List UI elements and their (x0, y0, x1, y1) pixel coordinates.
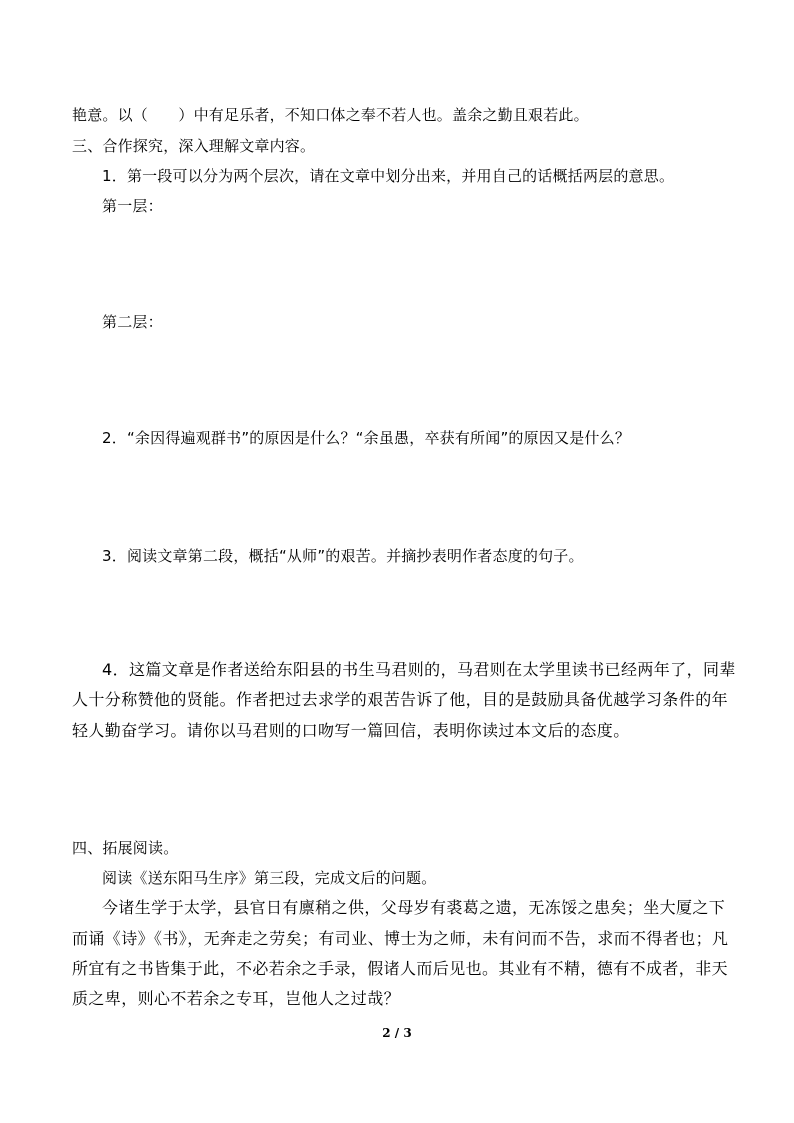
passage-line-3: 所宜有之书皆集于此，不必若余之手录，假诸人而后见也。其业有不精，德有不成者，非天 (72, 959, 729, 978)
layer-1-label: 第一层： (102, 197, 163, 215)
question-4-line-3: 轻人勤奋学习。请你以马君则的口吻写一篇回信，表明你读过本文后的态度。 (72, 721, 630, 740)
question-4-line-1: 4．这篇文章是作者送给东阳县的书生马君则的，马君则在太学里读书已经两年了，同辈 (102, 660, 736, 679)
question-4-line-2: 人十分称赞他的贤能。作者把过去求学的艰苦告诉了他，目的是鼓励具备优越学习条件的年 (72, 690, 729, 709)
question-1: 1．第一段可以分为两个层次，请在文章中划分出来，并用自己的话概括两层的意思。 (102, 167, 675, 185)
passage-line-1: 今诸生学于太学，县官日有廪稍之供，父母岁有裘葛之遗，无冻馁之患矣；坐大厦之下 (102, 898, 726, 917)
layer-2-label: 第二层： (102, 313, 163, 331)
page-number: 2 / 3 (382, 1026, 412, 1040)
text-line-continuation: 艳意。以（ ）中有足乐者，不知口体之奉不若人也。盖余之勤且艰若此。 (72, 106, 589, 124)
section-heading-3: 三、合作探究，深入理解文章内容。 (72, 137, 316, 155)
passage-line-4: 质之卑，则心不若余之专耳，岂他人之过哉？ (72, 989, 401, 1008)
reading-instruction: 阅读《送东阳马生序》第三段，完成文后的问题。 (102, 869, 437, 887)
question-2: 2．“余因得遍观群书”的原因是什么？“余虽愚，卒获有所闻”的原因又是什么？ (102, 429, 631, 447)
passage-line-2: 而诵《诗》《书》，无奔走之劳矣；有司业、博士为之师，未有问而不告，求而不得者也；凡 (72, 929, 729, 948)
question-3: 3．阅读文章第二段，概括“从师”的艰苦。并摘抄表明作者态度的句子。 (102, 547, 584, 565)
section-heading-4: 四、拓展阅读。 (72, 839, 179, 857)
